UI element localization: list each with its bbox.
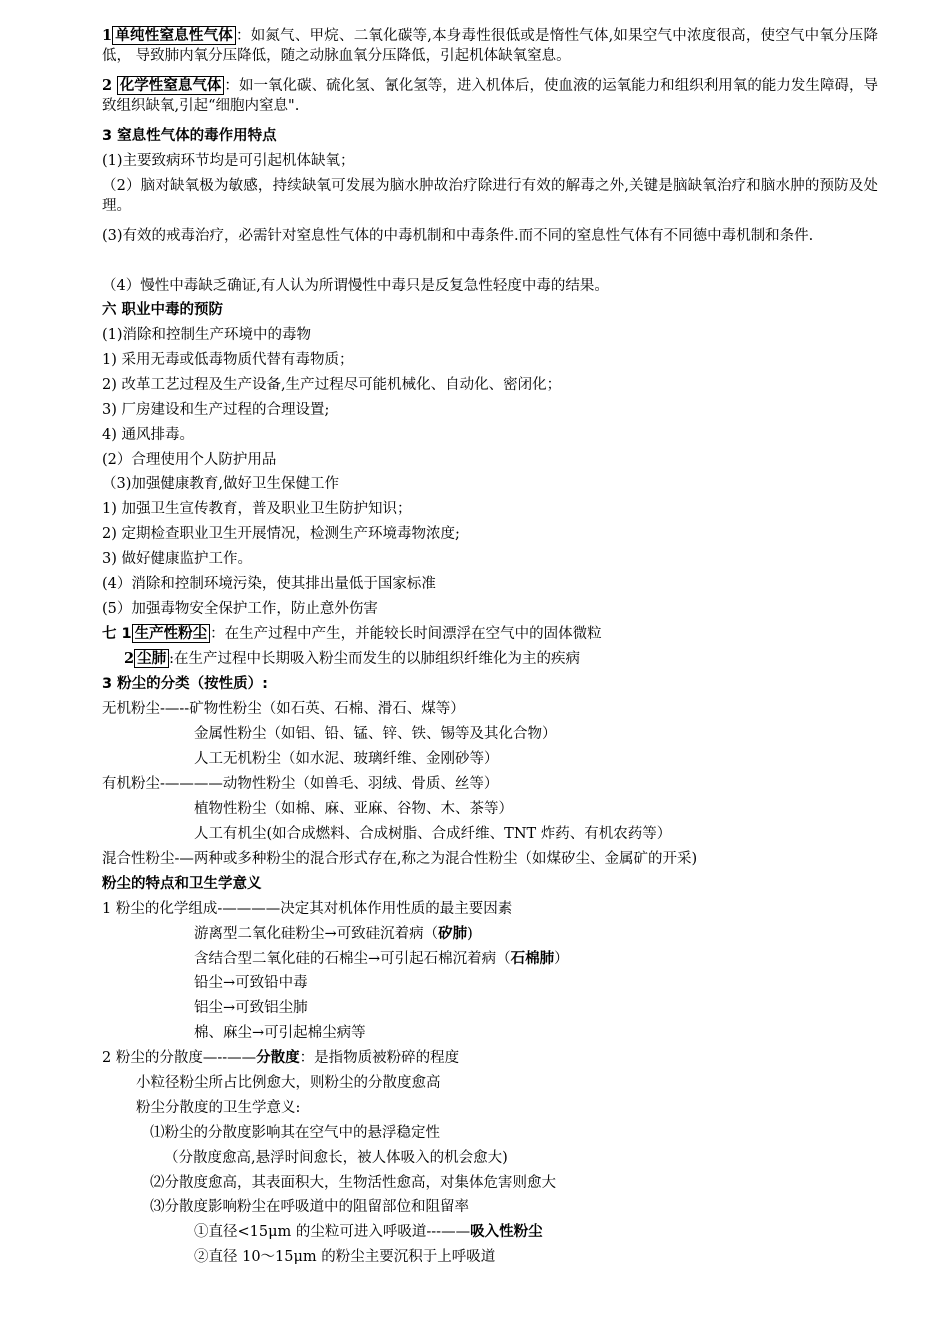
- list-item: （2）脑对缺氧极为敏感，持续缺氧可发展为脑水肿故治疗除进行有效的解毒之外,关键是脑缺氧治疗和脑水肿的预防及处理。: [102, 178, 878, 214]
- list-item: [102, 1048, 459, 1068]
- para-text: :在生产过程中长期吸入粉尘而发生的以肺组织纤维化为主的疾病: [169, 651, 580, 667]
- list-item: ②直径 10～15μm 的粉尘主要沉积于上呼吸道: [194, 1249, 496, 1265]
- heading-dust-characteristics: 粉尘的特点和卫生学意义: [102, 876, 262, 892]
- item-number: 1: [102, 27, 113, 44]
- bold-term: 分散度: [256, 1049, 300, 1066]
- list-item: ⑶分散度影响粉尘在呼吸道中的阻留部位和阻留率: [150, 1199, 469, 1215]
- list-item: 1) 加强卫生宣传教育，普及职业卫生防护知识；: [102, 501, 412, 517]
- bold-term: 吸入性粉尘: [470, 1223, 543, 1240]
- list-item: ⑵分散度愈高，其表面积大，生物活性愈高，对集体危害则愈大: [150, 1175, 556, 1191]
- para-productive-dust: [102, 624, 602, 644]
- list-item: 无机粉尘-—--矿物性粉尘（如石英、石棉、滑石、煤等）: [102, 701, 465, 717]
- list-item: 植物性粉尘（如棉、麻、亚麻、谷物、木、茶等）: [194, 801, 513, 817]
- list-item: (1)消除和控制生产环境中的毒物: [102, 327, 312, 343]
- list-item: ⑴粉尘的分散度影响其在空气中的悬浮稳定性: [150, 1125, 440, 1141]
- heading-toxic-features: 3 窒息性气体的毒作用特点: [102, 128, 277, 144]
- text: 游离型二氧化硅粉尘→可致硅沉着病（: [194, 926, 439, 942]
- para-simple-asphyxiant: [102, 26, 878, 66]
- list-item: 混合性粉尘-—两种或多种粉尘的混合形式存在,称之为混合性粉尘（如煤矽尘、金属矿的开采): [102, 851, 698, 867]
- list-item: 铝尘→可致铝尘肺: [194, 1000, 308, 1016]
- bold-term: 矽肺: [438, 925, 468, 942]
- section-lead: 七 1: [102, 626, 132, 642]
- list-item: 1) 采用无毒或低毒物质代替有毒物质；: [102, 352, 354, 368]
- text: ①直径<15μm 的尘粒可进入呼吸道---——: [194, 1224, 471, 1240]
- para-chemical-asphyxiant: [102, 76, 878, 116]
- term-box-productive-dust: 生产性粉尘: [132, 624, 211, 643]
- term-box-chemical-asphyxiant: 化学性窒息气体: [117, 76, 225, 95]
- list-item: 铅尘→可致铅中毒: [194, 975, 308, 991]
- term-box-simple-asphyxiant: 单纯性窒息性气体: [112, 26, 236, 45]
- list-item: 3) 做好健康监护工作。: [102, 551, 252, 567]
- text: ：是指物质被粉碎的程度: [299, 1050, 460, 1066]
- list-item: 人工有机尘(如合成燃料、合成树脂、合成纤维、TNT 炸药、有机农药等）: [194, 826, 672, 842]
- list-item: （分散度愈高,悬浮时间愈长，被人体吸入的机会愈大): [164, 1150, 508, 1166]
- para-text: ：如一氧化碳、硫化氢、氰化氢等，进入机体后，使血液的运氧能力和组织利用氧的能力发生障碍，导致组织缺氧,引起“细胞内窒息".: [102, 78, 879, 114]
- text: ）: [554, 951, 569, 967]
- heading-dust-classification: 3 粉尘的分类（按性质）:: [102, 676, 268, 692]
- list-item: [194, 949, 569, 969]
- list-item: （3)加强健康教育,做好卫生保健工作: [102, 476, 339, 492]
- heading-prevention: 六 职业中毒的预防: [102, 302, 224, 318]
- list-item: [194, 924, 473, 944]
- list-item: 有机粉尘-————动物性粉尘（如兽毛、羽绒、骨质、丝等）: [102, 776, 499, 792]
- list-item: 棉、麻尘→可引起棉尘病等: [194, 1025, 366, 1041]
- list-item: (5）加强毒物安全保护工作，防止意外伤害: [102, 601, 378, 617]
- list-item: 2) 改革工艺过程及生产设备,生产过程尽可能机械化、自动化、密闭化；: [102, 377, 562, 393]
- list-item: (4）消除和控制环境污染，使其排出量低于国家标准: [102, 576, 436, 592]
- item-number: 2: [124, 650, 135, 667]
- list-item: [194, 1222, 543, 1242]
- list-item: 2) 定期检查职业卫生开展情况，检测生产环境毒物浓度;: [102, 526, 460, 542]
- list-item: 金属性粉尘（如铝、铅、锰、锌、铁、锡等及其化合物）: [194, 726, 557, 742]
- list-item: (1)主要致病环节均是可引起机体缺氧；: [102, 153, 355, 169]
- bold-term: 石棉肺: [510, 950, 555, 967]
- text: 2 粉尘的分散度—--——: [102, 1050, 257, 1066]
- list-item: （4）慢性中毒缺乏确证,有人认为所谓慢性中毒只是反复急性轻度中毒的结果。: [102, 278, 609, 294]
- term-box-pneumoconiosis: 尘肺: [134, 649, 169, 668]
- text: 含结合型二氧化硅的石棉尘→可引起石棉沉着病（: [194, 951, 511, 967]
- list-item: 人工无机粉尘（如水泥、玻璃纤维、金刚砂等）: [194, 751, 499, 767]
- para-pneumoconiosis: [124, 649, 580, 669]
- list-item: 1 粉尘的化学组成-————决定其对机体作用性质的最主要因素: [102, 901, 513, 917]
- list-item: 3) 厂房建设和生产过程的合理设置;: [102, 402, 330, 418]
- item-number: 2: [102, 77, 113, 94]
- list-item: 小粒径粉尘所占比例愈大，则粉尘的分散度愈高: [136, 1075, 441, 1091]
- list-item: (3)有效的戒毒治疗，必需针对窒息性气体的中毒机制和中毒条件.而不同的窒息性气体有不同德中毒机制和条件.: [102, 228, 814, 244]
- list-item: 4) 通风排毒。: [102, 427, 194, 443]
- list-item: 粉尘分散度的卫生学意义:: [136, 1100, 301, 1116]
- text: ): [467, 926, 473, 942]
- para-text: ：如氮气、甲烷、二氧化碳等,本身毒性很低或是惰性气体,如果空气中浓度很高，使空气中氧分压降低， 导致肺内氧分压降低，随之动脉血氧分压降低，引起机体缺氧窒息。: [102, 28, 879, 64]
- para-text: ：在生产过程中产生，并能较长时间漂浮在空气中的固体微粒: [210, 626, 602, 642]
- list-item: (2）合理使用个人防护用品: [102, 452, 277, 468]
